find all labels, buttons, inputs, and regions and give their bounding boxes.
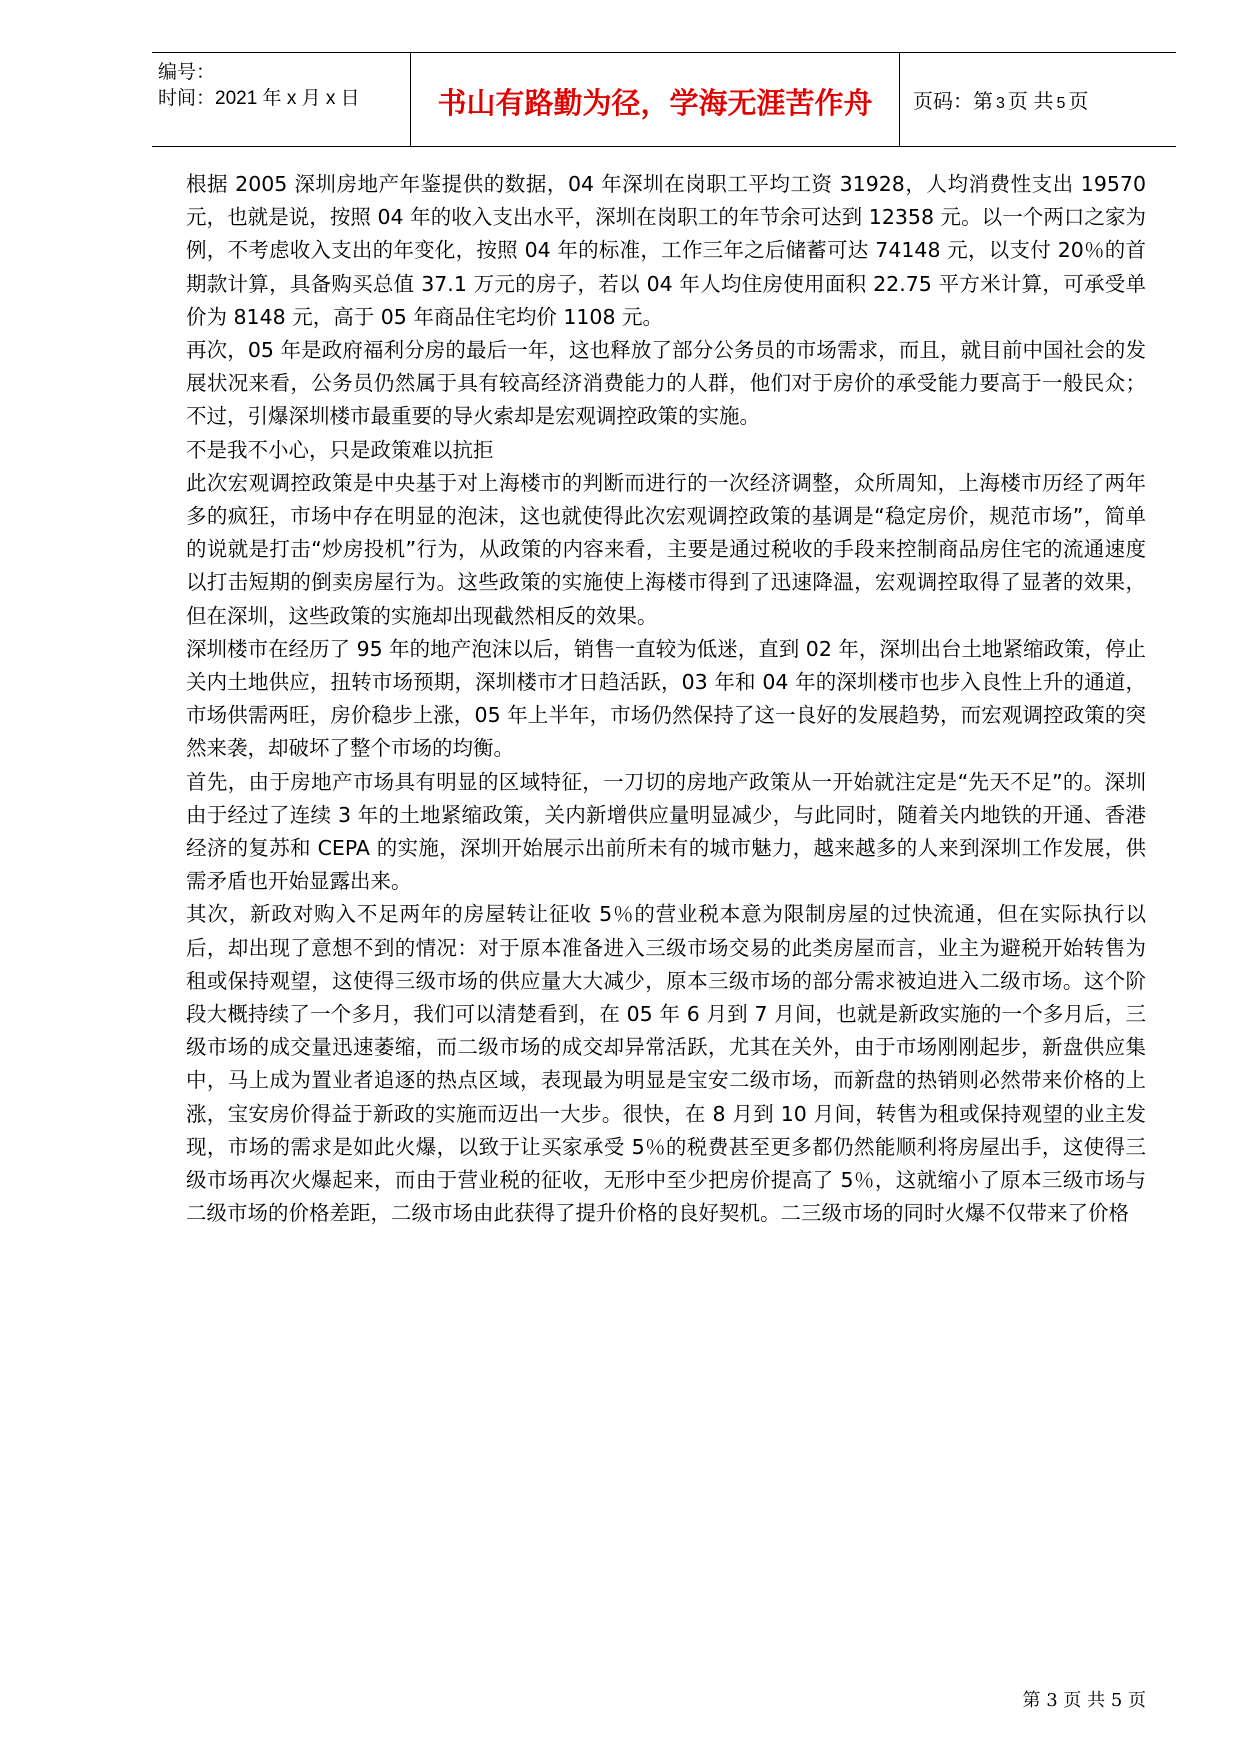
motto-text: 书山有路勤为径，学海无涯苦作舟 — [437, 86, 873, 120]
page-header — [152, 52, 1176, 147]
page-footer: 第 3 页 共 5 页 — [1022, 1690, 1146, 1711]
pagecode-mid: 页 共 — [1007, 91, 1054, 113]
paragraph: 根据 2005 深圳房地产年鉴提供的数据，04 年深圳在岗职工平均工资 31928，人均消费性支出 19570 元，也就是说，按照 04 年的收入支出水平，深圳在岗职工的年节余可达到 12358 元。以一个两口之家为例，不考虑收入支出的年变化，按照 04 年的标准，工作三年之后储蓄可达 74148 元，以支付 20％的首期款计算，具备购买总值 37.1 万元的房子，若以 04 年人均住房使用面积 22.75 平方米计算，可承受单价为 8148 元，高于 05 年商品住宅均价 1108 元。 — [186, 172, 1146, 329]
paragraph: 深圳楼市在经历了 95 年的地产泡沫以后，销售一直较为低迷，直到 02 年，深圳出台土地紧缩政策，停止关内土地供应，扭转市场预期，深圳楼市才日趋活跃，03 年和 04 年的深圳楼市也步入良性上升的通道，市场供需两旺，房价稳步上涨，05 年上半年，市场仍然保持了这一良好的发展趋势，而宏观调控政策的突然来袭，却破坏了整个市场的均衡。 — [186, 636, 1146, 761]
time-label: 时间：2021 年 x 月 x 日 — [158, 88, 360, 109]
paragraph: 再次，05 年是政府福利分房的最后一年，这也释放了部分公务员的市场需求，而且，就目前中国社会的发展状况来看，公务员仍然属于具有较高经济消费能力的人群，他们对于房价的承受能力要高于一般民众；不过，引爆深圳楼市最重要的导火索却是宏观调控政策的实施。 — [186, 338, 1146, 429]
serial-label: 编号： — [158, 62, 216, 83]
pagecode-suffix: 页 — [1068, 91, 1089, 113]
paragraph: 此次宏观调控政策是中央基于对上海楼市的判断而进行的一次经济调整，众所周知，上海楼市历经了两年多的疯狂，市场中存在明显的泡沫，这也就使得此次宏观调控政策的基调是“稳定房价，规范市场”，简单的说就是打击“炒房投机”行为，从政策的内容来看，主要是通过税收的手段来控制商品房住宅的流通速度以打击短期的倒卖房屋行为。这些政策的实施使上海楼市得到了迅速降温，宏观调控取得了显著的效果，但在深圳，这些政策的实施却出现截然相反的效果。 — [186, 470, 1146, 628]
section-heading: 不是我不小心，只是政策难以抗拒 — [186, 437, 494, 462]
page-code — [913, 85, 1088, 114]
document-body — [186, 168, 1146, 1231]
paragraph: 首先，由于房地产市场具有明显的区域特征，一刀切的房地产政策从一开始就注定是“先天不足”的。深圳由于经过了连续 3 年的土地紧缩政策，关内新增供应量明显减少，与此同时，随着关内地铁的开通、香港经济的复苏和 CEPA 的实施，深圳开始展示出前所未有的城市魅力，越来越多的人来到深圳工作发展，供需矛盾也开始显露出来。 — [186, 769, 1146, 894]
pagecode-current: 3 — [996, 95, 1005, 112]
header-pagecode-cell — [901, 53, 1176, 146]
header-meta-cell — [152, 53, 411, 146]
header-motto-cell — [411, 53, 900, 146]
paragraph: 其次，新政对购入不足两年的房屋转让征收 5％的营业税本意为限制房屋的过快流通，但在实际执行以后，却出现了意想不到的情况：对于原本准备进入三级市场交易的此类房屋而言，业主为避税开始转售为租或保持观望，这使得三级市场的供应量大大减少，原本三级市场的部分需求被迫进入二级市场。这个阶段大概持续了一个多月，我们可以清楚看到，在 05 年 6 月到 7 月间，也就是新政实施的一个多月后，三级市场的成交量迅速萎缩，而二级市场的成交却异常活跃，尤其在关外，由于市场刚刚起步，新盘供应集中，马上成为置业者追逐的热点区域，表现最为明显是宝安二级市场，而新盘的热销则必然带来价格的上涨，宝安房价得益于新政的实施而迈出一大步。很快，在 8 月到 10 月间，转售为租或保持观望的业主发现，市场的需求是如此火爆，以致于让买家承受 5％的税费甚至更多都仍然能顺利将房屋出手，这使得三级市场再次火爆起来，而由于营业税的征收，无形中至少把房价提高了 5％，这就缩小了原本三级市场与二级市场的价格差距，二级市场由此获得了提升价格的良好契机。二三级市场的同时火爆不仅带来了价格 — [186, 902, 1146, 1226]
pagecode-total: 5 — [1056, 95, 1066, 112]
pagecode-prefix: 页码：第 — [913, 91, 993, 113]
